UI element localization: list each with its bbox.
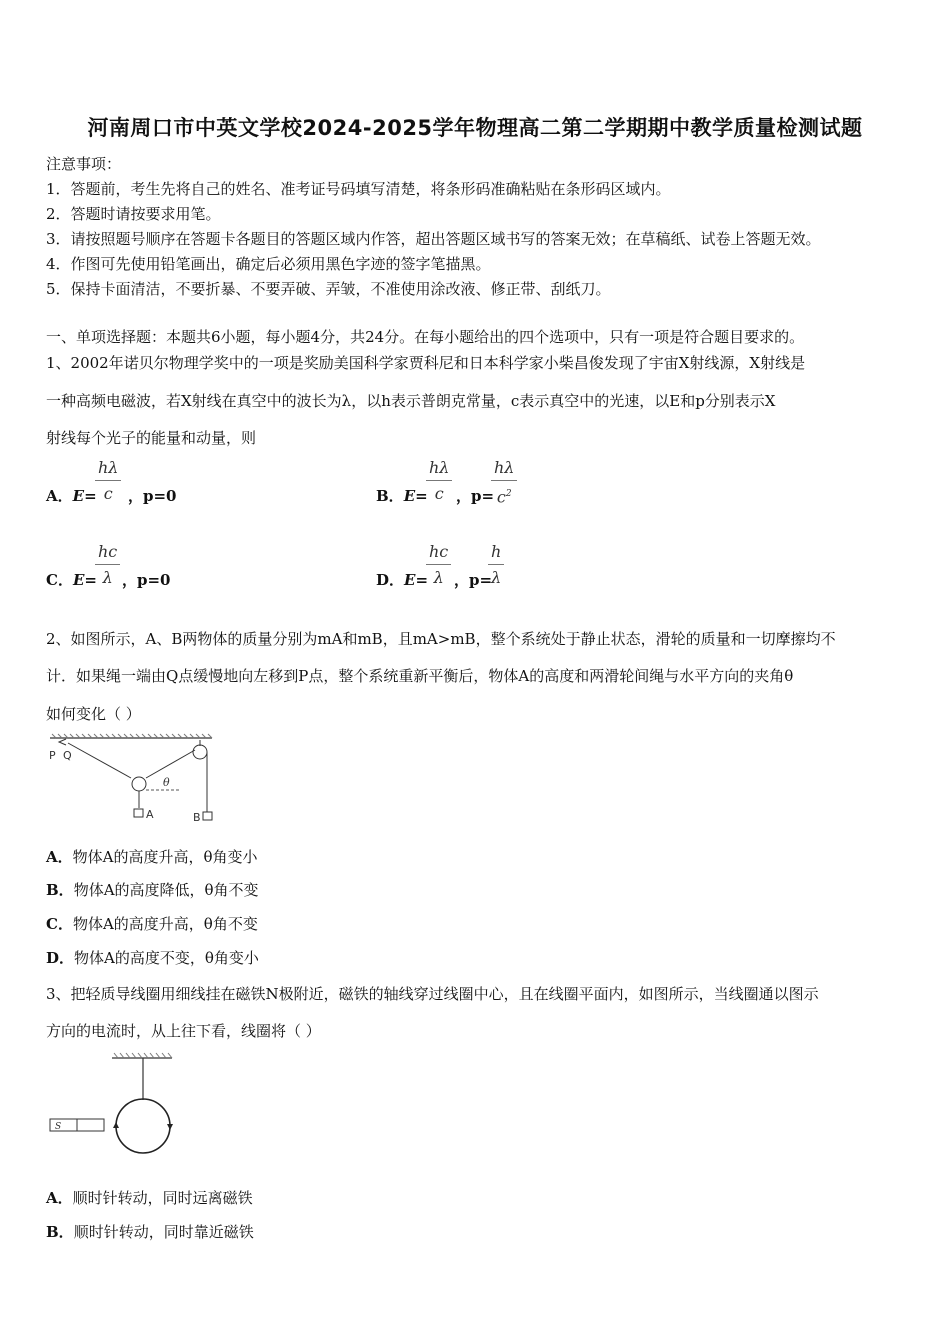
block-b [203,812,212,820]
q1-d-momentum-fraction [488,542,504,589]
option-label: C． [46,571,73,589]
fraction-numerator: hλ [95,458,121,481]
notice-item: 4．作图可先使用铅笔画出，确定后必须用黑色字迹的签字笔描黑。 [46,255,491,273]
fraction-numerator: hc [426,542,451,565]
q1-b-momentum-fraction [491,458,517,508]
q2-stem-line: 如何变化（ ） [46,705,141,723]
q3-option-b[interactable]: B．顺时针转动，同时靠近磁铁 [46,1223,254,1241]
ceiling [50,734,212,738]
angle-theta-label: θ [163,776,170,789]
q2-option-b[interactable]: B．物体A的高度降低，θ角不变 [46,881,259,899]
point-p-label: P [49,749,56,762]
fraction-numerator: hλ [426,458,452,481]
notice-item: 3．请按照题号顺序在答题卡各题目的答题区域内作答，超出答题区域书写的答案无效；在草稿纸、试卷上答题无效。 [46,230,821,248]
fraction-denominator: λ [102,568,113,587]
fraction-denominator: λ [491,568,502,587]
option-label: D． [376,571,405,589]
notice-heading: 注意事项： [46,155,122,173]
block-a [134,809,143,817]
q3-stem-line: 方向的电流时，从上往下看，线圈将（ ） [46,1022,321,1040]
q3-coil-magnet-diagram [46,1050,186,1160]
q1-option-a[interactable] [46,485,97,506]
ceiling [112,1053,172,1058]
section-heading: 一、单项选择题：本题共6小题，每小题4分，共24分。在每小题给出的四个选项中，只有一项是符合题目要求的。 [46,328,805,346]
q1-a-momentum: ，p=0 [128,487,177,505]
q1-option-c[interactable] [46,569,97,590]
exponent: 2 [505,489,512,499]
q2-option-a[interactable]: A．物体A的高度升高，θ角变小 [46,848,258,866]
fixed-pulley [193,745,207,759]
rope-right [146,750,195,778]
q1-d-momentum-label: ，p= [454,571,493,589]
notice-item: 5．保持卡面清洁，不要折暴、不要弄破、弄皱，不准使用涂改液、修正带、刮纸刀。 [46,280,611,298]
wire-coil [116,1099,170,1153]
q1-b-energy-fraction [426,458,452,505]
q3-option-a[interactable]: A．顺时针转动，同时远离磁铁 [46,1189,253,1207]
q1-option-d[interactable] [376,569,428,590]
q2-option-d[interactable]: D．物体A的高度不变，θ角变小 [46,949,259,967]
energy-label: E= [72,487,97,505]
notice-item: 1．答题前，考生先将自己的姓名、准考证号码填写清楚，将条形码准确粘贴在条形码区域内。 [46,180,671,198]
energy-label: E= [72,571,97,589]
rope-left [68,743,131,778]
arrow-icon [59,739,66,745]
block-a-label: A [146,808,154,821]
fraction-denominator: $c^2$ [496,487,512,507]
fraction-numerator: hλ [491,458,517,481]
fraction-numerator: hc [95,542,120,565]
block-b-label: B [193,811,201,824]
q2-stem-line: 2、如图所示，A、B两物体的质量分别为mA和mB，且mA>mB，整个系统处于静止状态，滑轮的质量和一切摩擦均不 [46,630,836,648]
page-title: 河南周口市中英文学校2024-2025学年物理高二第二学期期中教学质量检测试题 [87,116,863,140]
energy-label: E= [404,571,429,589]
magnet-s-label: S [55,1122,62,1132]
current-arrow-icon [113,1122,119,1128]
q1-a-energy-fraction [95,458,121,505]
q1-stem-line: 射线每个光子的能量和动量，则 [46,429,257,447]
q2-stem-line: 计．如果绳一端由Q点缓慢地向左移到P点，整个系统重新平衡后，物体A的高度和两滑轮间绳与水平方向的夹角θ [46,667,794,685]
fraction-numerator: h [488,542,504,565]
option-label: B． [376,487,404,505]
current-arrow-icon [167,1124,173,1130]
fraction-denominator: c [103,484,113,503]
fraction-denominator: c [434,484,444,503]
q1-c-energy-fraction [95,542,120,589]
point-q-label: Q [63,749,72,762]
q3-stem-line: 3、把轻质导线圈用细线挂在磁铁N极附近，磁铁的轴线穿过线圈中心，且在线圈平面内，如图所示，当线圈通以图示 [46,985,819,1003]
notice-item: 2．答题时请按要求用笔。 [46,205,221,223]
energy-label: E= [403,487,428,505]
q1-stem-line: 1、2002年诺贝尔物理学奖中的一项是奖励美国科学家贾科尼和日本科学家小柴昌俊发现了宇宙X射线源，X射线是 [46,354,806,372]
q1-d-energy-fraction [426,542,451,589]
q1-stem-line: 一种高频电磁波，若X射线在真空中的波长为λ，以h表示普朗克常量，c表示真空中的光速，以E和p分别表示X [46,392,776,410]
option-label: A． [46,487,73,505]
movable-pulley [132,777,146,791]
q1-b-momentum-label: ，p= [456,487,495,505]
q2-pulley-diagram [46,732,221,827]
q2-option-c[interactable]: C．物体A的高度升高，θ角不变 [46,915,258,933]
q1-c-momentum: ，p=0 [122,571,171,589]
fraction-denominator: λ [433,568,444,587]
q1-option-b[interactable] [376,485,428,506]
